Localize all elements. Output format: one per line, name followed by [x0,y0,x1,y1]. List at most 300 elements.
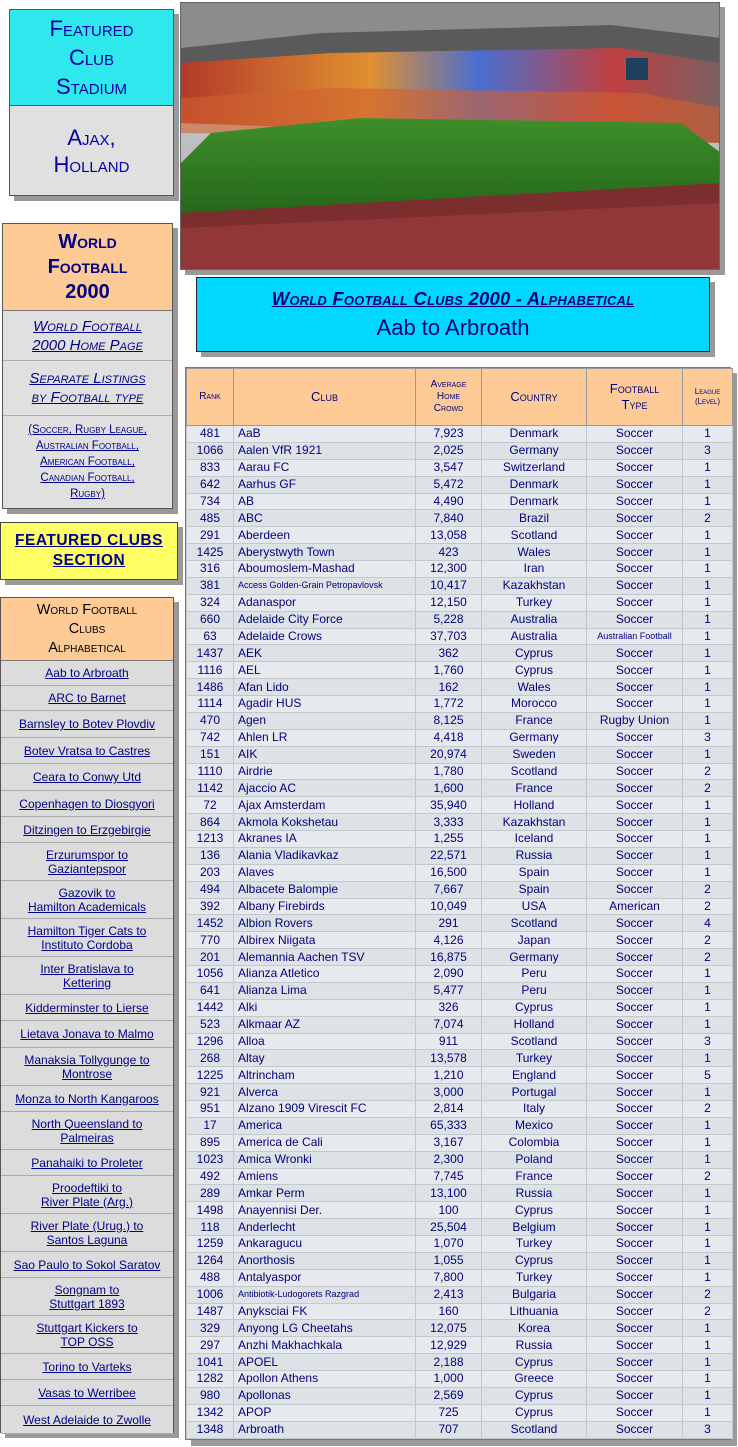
rank-cell: 1066 [187,442,234,459]
club-cell[interactable]: Access Golden-Grain Petropavlovsk [234,577,416,594]
alphabetical-nav-item[interactable] [1,957,173,995]
league-cell: 2 [683,898,733,915]
club-cell[interactable]: Alianza Lima [234,982,416,999]
alphabetical-nav-link[interactable] [46,848,128,876]
club-cell[interactable]: Adelaide Crows [234,628,416,645]
crowd-cell: 37,703 [416,628,482,645]
alphabetical-nav-item[interactable] [1,817,173,843]
club-cell[interactable]: Arbroath [234,1421,416,1438]
alphabetical-nav-link[interactable] [40,962,133,990]
featured-clubs-section-link[interactable] [0,522,178,580]
country-cell: Germany [482,949,587,966]
type-cell: Soccer [587,746,683,763]
country-cell: Bulgaria [482,1286,587,1303]
type-cell: Soccer [587,1337,683,1354]
type-cell: Soccer [587,814,683,831]
rank-cell: 488 [187,1269,234,1286]
rank-cell: 392 [187,898,234,915]
alphabetical-nav-label: TOP OSS [60,1334,114,1349]
alphabetical-nav-link[interactable] [31,1219,144,1247]
table-row [187,1303,733,1320]
sep1: Separate Listings [29,370,146,387]
country-cell: Turkey [482,1050,587,1067]
type-cell: Soccer [587,1421,683,1438]
table-row [187,898,733,915]
club-cell[interactable]: Aarhus GF [234,476,416,493]
rank-cell: 485 [187,510,234,527]
club-cell[interactable]: Ajaccio AC [234,780,416,797]
alphabetical-nav-item[interactable] [1,686,173,711]
table-row [187,442,733,459]
alphabetical-nav-item[interactable] [1,995,173,1021]
alphabetical-nav-item[interactable] [1,1406,173,1434]
alphabetical-nav-label: Stuttgart 1893 [49,1296,125,1311]
table-row [187,1371,733,1388]
rank-cell: 494 [187,881,234,898]
club-cell[interactable]: AaB [234,426,416,443]
club-cell[interactable]: Aberdeen [234,527,416,544]
club-cell[interactable]: ABC [234,510,416,527]
alphabetical-nav-item[interactable] [1,1112,173,1150]
alphabetical-nav-link[interactable] [38,1386,136,1400]
alphabetical-nav-link[interactable] [14,1258,161,1272]
rank-cell: 1348 [187,1421,234,1438]
club-cell[interactable]: Alkmaar AZ [234,1016,416,1033]
club-cell[interactable]: Adanaspor [234,594,416,611]
alphabetical-list [1,661,173,1434]
club-cell[interactable]: Altrincham [234,1067,416,1084]
stadium-photo [180,2,720,270]
club-cell[interactable]: Aalen VfR 1921 [234,442,416,459]
types3: American Football, [40,456,135,468]
country-cell: Holland [482,797,587,814]
club-cell[interactable]: Alania Vladikavkaz [234,847,416,864]
alphabetical-nav-item[interactable] [1,1214,173,1252]
club-cell[interactable]: Akranes IA [234,831,416,848]
alphabetical-nav-item[interactable] [1,1380,173,1406]
type-cell: Soccer [587,611,683,628]
alphabetical-nav-label: Hamilton Academicals [27,899,147,914]
crowd-cell: 1,210 [416,1067,482,1084]
club-cell[interactable]: Ankaragucu [234,1236,416,1253]
league-cell: 1 [683,561,733,578]
alphabetical-nav-link[interactable] [19,797,154,811]
alphabetical-nav-item[interactable] [1,791,173,817]
alphabetical-nav-label: Instituto Cordoba [41,937,133,952]
type-cell: Soccer [587,831,683,848]
wf-hd3: 2000 [65,280,110,303]
fcs-l1: FEATURED CLUBS [15,532,163,549]
club-cell[interactable]: Anderlecht [234,1219,416,1236]
alphabetical-nav-link[interactable] [20,1027,153,1041]
league-cell: 1 [683,1202,733,1219]
type-cell: Soccer [587,476,683,493]
avg2: Home [436,391,461,402]
rank-cell: 642 [187,476,234,493]
club-cell[interactable]: Alloa [234,1033,416,1050]
table-row [187,949,733,966]
featured-line1: Featured [49,16,134,41]
club-cell[interactable]: Adelaide City Force [234,611,416,628]
rank-cell: 1116 [187,662,234,679]
rank-cell: 1282 [187,1371,234,1388]
alphabetical-nav-link[interactable] [36,1321,137,1349]
alphabetical-nav-link[interactable] [24,1053,149,1081]
league-cell: 1 [683,628,733,645]
club-cell[interactable]: Anorthosis [234,1252,416,1269]
club-cell[interactable]: Alaves [234,864,416,881]
club-cell[interactable]: Agen [234,712,416,729]
col-football-type [587,369,683,426]
country-cell: Poland [482,1151,587,1168]
league-cell: 2 [683,510,733,527]
alphabetical-nav-link[interactable] [28,924,147,952]
crowd-cell: 326 [416,999,482,1016]
club-cell[interactable]: AIK [234,746,416,763]
rank-cell: 523 [187,1016,234,1033]
club-cell[interactable]: Aarau FC [234,459,416,476]
league-cell: 2 [683,1303,733,1320]
club-cell[interactable]: Albion Rovers [234,915,416,932]
rank-cell: 1486 [187,679,234,696]
league-cell: 1 [683,696,733,713]
alphabetical-nav-link[interactable] [32,1117,143,1145]
table-row [187,577,733,594]
alphabetical-nav-link[interactable] [15,1092,158,1106]
table-row [187,881,733,898]
country-cell: Russia [482,847,587,864]
club-cell[interactable]: Albirex Niigata [234,932,416,949]
type-cell: Soccer [587,966,683,983]
country-cell: Lithuania [482,1303,587,1320]
club-cell[interactable]: APOP [234,1404,416,1421]
club-cell[interactable]: APOEL [234,1354,416,1371]
rank-cell: 1437 [187,645,234,662]
featured-club-name[interactable] [10,106,173,195]
country-cell: Holland [482,1016,587,1033]
type-cell: Soccer [587,1404,683,1421]
club-cell[interactable]: Antibiotik-Ludogorets Razgrad [234,1286,416,1303]
country-cell: Wales [482,679,587,696]
rank-cell: 17 [187,1117,234,1134]
type-cell: Soccer [587,1050,683,1067]
crowd-cell: 1,055 [416,1252,482,1269]
wf-hd2: Football [47,255,128,278]
club-cell[interactable]: Antalyaspor [234,1269,416,1286]
table-row [187,999,733,1016]
club-cell[interactable]: Anzhi Makhachkala [234,1337,416,1354]
club-cell[interactable]: Alverca [234,1084,416,1101]
type-cell: Soccer [587,594,683,611]
crowd-cell: 4,126 [416,932,482,949]
rank-cell: 136 [187,847,234,864]
alphabetical-nav-label: Sao Paulo to Sokol Saratov [13,1257,161,1272]
country-cell: Germany [482,729,587,746]
type-cell: Soccer [587,1219,683,1236]
crowd-cell: 1,772 [416,696,482,713]
league-cell: 1 [683,662,733,679]
rank-cell: 660 [187,611,234,628]
crowd-cell: 725 [416,1404,482,1421]
table-row [187,1016,733,1033]
club-cell[interactable]: Apollonas [234,1387,416,1404]
league-cell: 1 [683,966,733,983]
alphabetical-nav-label: Stuttgart Kickers to [36,1320,138,1335]
alphabetical-nav-link[interactable] [49,1283,124,1311]
col-country: Country [482,369,587,426]
league-cell: 1 [683,797,733,814]
table-row [187,814,733,831]
club-cell[interactable]: AEL [234,662,416,679]
rank-cell: 297 [187,1337,234,1354]
rank-cell: 470 [187,712,234,729]
alphabetical-nav-link[interactable] [45,666,128,680]
types5: Rugby) [70,488,105,500]
country-cell: Sweden [482,746,587,763]
crowd-cell: 2,025 [416,442,482,459]
club-cell[interactable]: Akmola Kokshetau [234,814,416,831]
club-cell[interactable]: Alemannia Aachen TSV [234,949,416,966]
football-types-link[interactable] [3,416,172,508]
alphabetical-nav-label: Botev Vratsa to Castres [23,743,151,758]
alphabetical-nav-link[interactable] [28,886,146,914]
crowd-cell: 7,667 [416,881,482,898]
type-cell: Soccer [587,442,683,459]
club-cell[interactable]: Alki [234,999,416,1016]
club-cell[interactable]: America [234,1117,416,1134]
rank-cell: 201 [187,949,234,966]
type-cell: Rugby Union [587,712,683,729]
country-cell: Spain [482,864,587,881]
crowd-cell: 160 [416,1303,482,1320]
col-average-home-crowd [416,369,482,426]
type-cell: Soccer [587,1303,683,1320]
home-page-link[interactable] [3,311,172,361]
crowd-cell: 5,472 [416,476,482,493]
club-cell[interactable]: Apollon Athens [234,1371,416,1388]
type-cell: American [587,898,683,915]
league-cell: 2 [683,1286,733,1303]
alphabetical-nav-label: Palmeiras [60,1130,114,1145]
alphabetical-nav-link[interactable] [23,823,150,837]
featured-stadium-box [9,9,174,196]
crowd-cell: 3,167 [416,1134,482,1151]
alphabetical-nav-link[interactable] [19,717,155,731]
page-title-box [196,277,710,352]
alphabetical-nav-item[interactable] [1,1354,173,1380]
table-row [187,1236,733,1253]
wf-hd1: World [58,230,117,253]
rank-cell: 734 [187,493,234,510]
club-cell[interactable]: Anayennisi Der. [234,1202,416,1219]
alphabetical-nav-link[interactable] [42,1360,131,1374]
type-cell: Soccer [587,1168,683,1185]
club-cell[interactable]: Amkar Perm [234,1185,416,1202]
alphabetical-nav-item[interactable] [1,1150,173,1176]
league-cell: 1 [683,1185,733,1202]
country-cell: Cyprus [482,1404,587,1421]
type-cell: Soccer [587,1202,683,1219]
alphabetical-nav-label: Santos Laguna [46,1232,128,1247]
crowd-cell: 13,100 [416,1185,482,1202]
featured-club1: Ajax, [67,124,116,150]
table-row [187,476,733,493]
league-cell: 1 [683,864,733,881]
type-cell: Soccer [587,544,683,561]
alphabetical-nav-item[interactable] [1,1048,173,1086]
country-cell: Denmark [482,476,587,493]
alphabetical-nav-item[interactable] [1,738,173,764]
crowd-cell: 20,974 [416,746,482,763]
table-row [187,493,733,510]
alphabetical-nav-item[interactable] [1,661,173,686]
club-cell[interactable]: AB [234,493,416,510]
table-row [187,780,733,797]
rank-cell: 864 [187,814,234,831]
club-cell[interactable]: Alianza Atletico [234,966,416,983]
club-cell[interactable]: Aboumoslem-Mashad [234,561,416,578]
country-cell: Australia [482,628,587,645]
alphabetical-nav-item[interactable] [1,843,173,881]
crowd-cell: 12,300 [416,561,482,578]
alphabetical-heading [1,598,173,661]
rank-cell: 770 [187,932,234,949]
type-cell: Soccer [587,1151,683,1168]
page-title: World Football Clubs 2000 - Alphabetical [271,288,635,309]
alphabetical-nav-link[interactable] [25,1001,148,1015]
rank-cell: 324 [187,594,234,611]
alphabetical-nav-item[interactable] [1,1021,173,1048]
sep2: by Football type [31,389,144,406]
crowd-cell: 7,840 [416,510,482,527]
crowd-cell: 2,090 [416,966,482,983]
separate-listings-link[interactable] [3,361,172,416]
crowd-cell: 707 [416,1421,482,1438]
rank-cell: 203 [187,864,234,881]
country-cell: Russia [482,1337,587,1354]
table-row [187,1134,733,1151]
club-cell[interactable]: Ajax Amsterdam [234,797,416,814]
table-row [187,696,733,713]
league-cell: 1 [683,1236,733,1253]
club-cell[interactable]: Afan Lido [234,679,416,696]
table-row [187,831,733,848]
table-row [187,1387,733,1404]
country-cell: France [482,712,587,729]
alphabetical-nav-label: North Queensland to [31,1116,143,1131]
crowd-cell: 2,569 [416,1387,482,1404]
col-club: Club [234,369,416,426]
alphabetical-nav-link[interactable] [48,691,125,705]
country-cell: Cyprus [482,1387,587,1404]
rank-cell: 1225 [187,1067,234,1084]
country-cell: Brazil [482,510,587,527]
alphabetical-nav-link[interactable] [24,744,150,758]
rank-cell: 291 [187,527,234,544]
league-cell: 1 [683,1117,733,1134]
alphabetical-nav-item[interactable] [1,711,173,738]
type-cell: Soccer [587,645,683,662]
club-cell[interactable]: Alzano 1909 Virescit FC [234,1101,416,1118]
alphabetical-nav-label: Torino to Varteks [42,1359,132,1374]
alphabetical-nav-item[interactable] [1,1176,173,1214]
alphabetical-nav-item[interactable] [1,1252,173,1278]
country-cell: Cyprus [482,645,587,662]
alphabetical-nav-link[interactable] [41,1181,133,1209]
rank-cell: 742 [187,729,234,746]
alphabetical-nav-link[interactable] [23,1413,151,1427]
type-cell: Soccer [587,696,683,713]
rank-cell: 951 [187,1101,234,1118]
country-cell: Scotland [482,1033,587,1050]
league-cell: 1 [683,712,733,729]
rank-cell: 1442 [187,999,234,1016]
types2: Australian Football, [36,440,139,452]
alphabetical-nav-item[interactable] [1,1278,173,1316]
col-league-level [683,369,733,426]
club-cell[interactable]: Anyksciai FK [234,1303,416,1320]
rank-cell: 72 [187,797,234,814]
table-row [187,527,733,544]
type1: Football [609,381,660,396]
club-cell[interactable]: Aberystwyth Town [234,544,416,561]
rank-cell: 1259 [187,1236,234,1253]
club-cell[interactable]: Albany Firebirds [234,898,416,915]
country-cell: Italy [482,1101,587,1118]
club-cell[interactable]: Altay [234,1050,416,1067]
club-cell[interactable]: Ahlen LR [234,729,416,746]
country-cell: Colombia [482,1134,587,1151]
club-cell[interactable]: Amiens [234,1168,416,1185]
alphabetical-nav-link[interactable] [33,770,141,784]
rank-cell: 980 [187,1387,234,1404]
club-cell[interactable]: Amica Wronki [234,1151,416,1168]
table-row [187,1185,733,1202]
country-cell: Peru [482,982,587,999]
country-cell: Kazakhstan [482,814,587,831]
rank-cell: 833 [187,459,234,476]
club-cell[interactable]: America de Cali [234,1134,416,1151]
crowd-cell: 1,070 [416,1236,482,1253]
crowd-cell: 12,929 [416,1337,482,1354]
alphabetical-nav-item[interactable] [1,919,173,957]
crowd-cell: 10,417 [416,577,482,594]
alphabetical-nav-item[interactable] [1,881,173,919]
alphabetical-nav-label: ARC to Barnet [48,691,126,705]
table-row [187,1421,733,1438]
crowd-cell: 12,075 [416,1320,482,1337]
alphabetical-nav-item[interactable] [1,1316,173,1354]
club-cell[interactable]: Airdrie [234,763,416,780]
club-cell[interactable]: Anyong LG Cheetahs [234,1320,416,1337]
crowd-cell: 5,228 [416,611,482,628]
crowd-cell: 16,875 [416,949,482,966]
alphabetical-nav-link[interactable] [31,1156,142,1170]
alphabetical-nav-item[interactable] [1,764,173,791]
country-cell: Portugal [482,1084,587,1101]
rank-cell: 268 [187,1050,234,1067]
club-cell[interactable]: Albacete Balompie [234,881,416,898]
alphabetical-nav-label: Ceara to Conwy Utd [32,770,142,784]
crowd-cell: 162 [416,679,482,696]
alphabetical-nav-item[interactable] [1,1086,173,1112]
table-row [187,594,733,611]
rank-cell: 316 [187,561,234,578]
club-cell[interactable]: Agadir HUS [234,696,416,713]
club-cell[interactable]: AEK [234,645,416,662]
league-cell: 1 [683,847,733,864]
rank-cell: 1264 [187,1252,234,1269]
